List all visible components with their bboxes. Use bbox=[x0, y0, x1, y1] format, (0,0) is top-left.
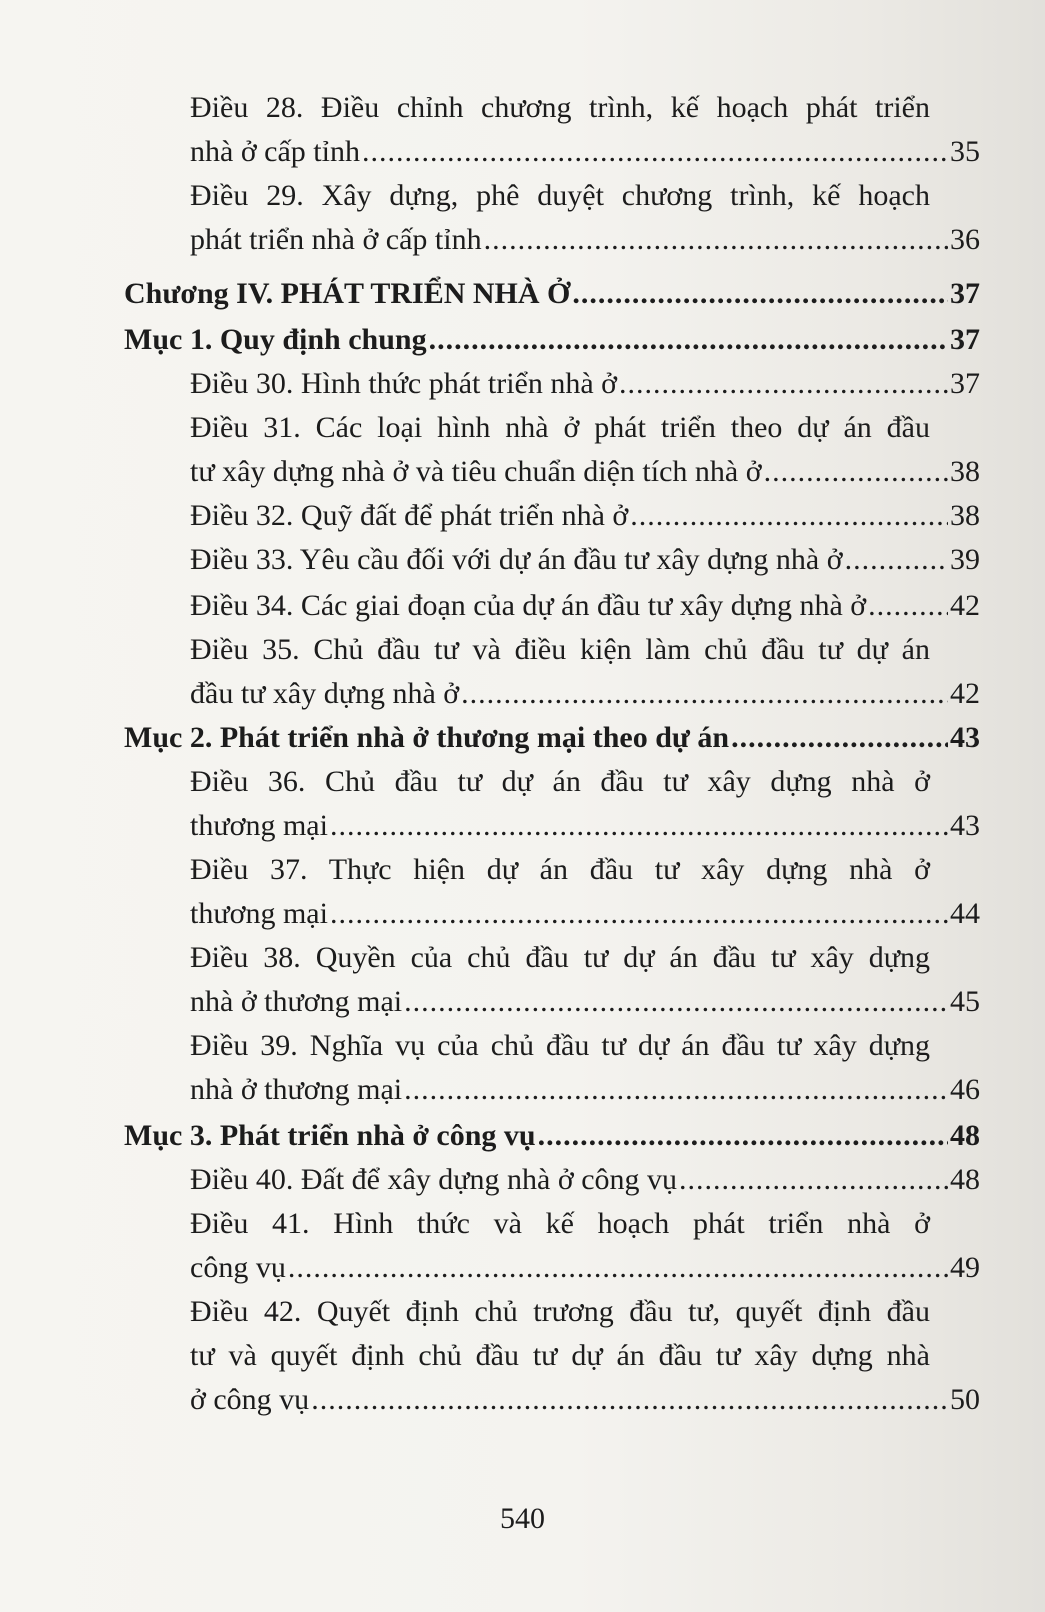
toc-entry-dieu-36[interactable] bbox=[190, 808, 980, 844]
dot-leader bbox=[572, 276, 948, 312]
toc-entry-text: ở công vụ bbox=[190, 1383, 310, 1416]
toc-page-number: 48 bbox=[950, 1163, 980, 1196]
toc-entry-dieu-38-line-1: Điều 38. Quyền của chủ đầu tư dự án đầu tư xây dựng bbox=[190, 941, 930, 974]
toc-entry-dieu-41-line-1: Điều 41. Hình thức và kế hoạch phát triển nhà ở bbox=[190, 1207, 930, 1240]
toc-section-muc-3[interactable] bbox=[124, 1118, 980, 1154]
toc-section-muc-2[interactable] bbox=[124, 720, 980, 756]
toc-entry-text: thương mại bbox=[190, 809, 328, 842]
toc-entry-text: Điều 32. Quỹ đất để phát triển nhà ở bbox=[190, 499, 629, 532]
toc-entry-dieu-38[interactable] bbox=[190, 984, 980, 1020]
toc-entry-text: phát triển nhà ở cấp tỉnh bbox=[190, 223, 482, 256]
toc-entry-dieu-37-line-1: Điều 37. Thực hiện dự án đầu tư xây dựng nhà ở bbox=[190, 853, 930, 886]
toc-page-number: 45 bbox=[950, 985, 980, 1018]
dot-leader bbox=[404, 984, 948, 1020]
toc-page-number: 50 bbox=[950, 1383, 980, 1416]
dot-leader bbox=[484, 222, 948, 258]
toc-entry-text: nhà ở cấp tỉnh bbox=[190, 135, 360, 168]
toc-section-title: Mục 3. Phát triển nhà ở công vụ bbox=[124, 1119, 536, 1152]
toc-entry-dieu-29[interactable] bbox=[190, 222, 980, 258]
toc-page-number: 43 bbox=[950, 721, 980, 754]
toc-chapter-title: Chương IV. PHÁT TRIỂN NHÀ Ở bbox=[124, 277, 571, 310]
toc-entry-dieu-39-line-1: Điều 39. Nghĩa vụ của chủ đầu tư dự án đầu tư xây dựng bbox=[190, 1029, 930, 1062]
dot-leader bbox=[538, 1118, 948, 1154]
toc-page-number: 39 bbox=[950, 543, 980, 576]
toc-page-number: 37 bbox=[950, 323, 980, 356]
toc-page-number: 38 bbox=[950, 455, 980, 488]
toc-entry-dieu-28-line-1: Điều 28. Điều chỉnh chương trình, kế hoạch phát triển bbox=[190, 91, 930, 124]
dot-leader bbox=[679, 1162, 948, 1198]
toc-entry-dieu-34[interactable] bbox=[190, 588, 980, 624]
dot-leader bbox=[288, 1250, 948, 1286]
toc-entry-dieu-35-line-1: Điều 35. Chủ đầu tư và điều kiện làm chủ đầu tư dự án bbox=[190, 633, 930, 666]
toc-page-number: 42 bbox=[950, 589, 980, 622]
toc-page-number: 37 bbox=[950, 277, 980, 310]
toc-entry-text: Điều 34. Các giai đoạn của dự án đầu tư xây dựng nhà ở bbox=[190, 589, 867, 622]
toc-entry-text: đầu tư xây dựng nhà ở bbox=[190, 677, 460, 710]
toc-page-number: 36 bbox=[950, 223, 980, 256]
dot-leader bbox=[845, 542, 948, 578]
toc-entry-text: nhà ở thương mại bbox=[190, 1073, 403, 1106]
toc-section-muc-1[interactable] bbox=[124, 322, 980, 358]
toc-page-number: 49 bbox=[950, 1251, 980, 1284]
toc-entry-dieu-42-line-2: tư và quyết định chủ đầu tư dự án đầu tư xây dựng nhà bbox=[190, 1339, 930, 1372]
toc-entry-text: tư xây dựng nhà ở và tiêu chuẩn diện tích nhà ở bbox=[190, 455, 762, 488]
dot-leader bbox=[461, 676, 948, 712]
page-number: 540 bbox=[500, 1502, 545, 1535]
toc-entry-text: Điều 30. Hình thức phát triển nhà ở bbox=[190, 367, 618, 400]
dot-leader bbox=[330, 808, 948, 844]
toc-page-number: 48 bbox=[950, 1119, 980, 1152]
toc-entry-dieu-36-line-1: Điều 36. Chủ đầu tư dự án đầu tư xây dựng nhà ở bbox=[190, 765, 930, 798]
toc-entry-dieu-28[interactable] bbox=[190, 134, 980, 170]
toc-page-number: 43 bbox=[950, 809, 980, 842]
toc-page-number: 37 bbox=[950, 367, 980, 400]
toc-entry-dieu-32[interactable] bbox=[190, 498, 980, 534]
dot-leader bbox=[619, 366, 948, 402]
toc-entry-text: Điều 33. Yêu cầu đối với dự án đầu tư xây dựng nhà ở bbox=[190, 543, 843, 576]
dot-leader bbox=[731, 720, 948, 756]
dot-leader bbox=[429, 322, 948, 358]
toc-entry-dieu-29-line-1: Điều 29. Xây dựng, phê duyệt chương trình, kế hoạch bbox=[190, 179, 930, 212]
toc-entry-dieu-33[interactable] bbox=[190, 542, 980, 578]
toc-entry-text: thương mại bbox=[190, 897, 328, 930]
toc-entry-dieu-35[interactable] bbox=[190, 676, 980, 712]
toc-entry-text: nhà ở thương mại bbox=[190, 985, 403, 1018]
toc-page-number: 42 bbox=[950, 677, 980, 710]
toc-page-number: 46 bbox=[950, 1073, 980, 1106]
dot-leader bbox=[311, 1382, 948, 1418]
dot-leader bbox=[330, 896, 948, 932]
toc-page-number: 35 bbox=[950, 135, 980, 168]
toc-entry-dieu-41[interactable] bbox=[190, 1250, 980, 1286]
toc-entry-dieu-42[interactable] bbox=[190, 1382, 980, 1418]
toc-chapter-4[interactable] bbox=[124, 276, 980, 312]
toc-entry-dieu-37[interactable] bbox=[190, 896, 980, 932]
dot-leader bbox=[630, 498, 948, 534]
toc-section-title: Mục 1. Quy định chung bbox=[124, 323, 427, 356]
toc-page-number: 38 bbox=[950, 499, 980, 532]
dot-leader bbox=[362, 134, 948, 170]
toc-entry-dieu-42-line-1: Điều 42. Quyết định chủ trương đầu tư, quyết định đầu bbox=[190, 1295, 930, 1328]
toc-entry-text: công vụ bbox=[190, 1251, 286, 1284]
toc-entry-text: Điều 40. Đất để xây dựng nhà ở công vụ bbox=[190, 1163, 678, 1196]
toc-page-number: 44 bbox=[950, 897, 980, 930]
toc-entry-dieu-31-line-1: Điều 31. Các loại hình nhà ở phát triển theo dự án đầu bbox=[190, 411, 930, 444]
toc-entry-dieu-31[interactable] bbox=[190, 454, 980, 490]
toc-entry-dieu-30[interactable] bbox=[190, 366, 980, 402]
dot-leader bbox=[764, 454, 948, 490]
dot-leader bbox=[404, 1072, 948, 1108]
toc-entry-dieu-39[interactable] bbox=[190, 1072, 980, 1108]
toc-section-title: Mục 2. Phát triển nhà ở thương mại theo dự án bbox=[124, 721, 730, 754]
toc-entry-dieu-40[interactable] bbox=[190, 1162, 980, 1198]
dot-leader bbox=[868, 588, 948, 624]
